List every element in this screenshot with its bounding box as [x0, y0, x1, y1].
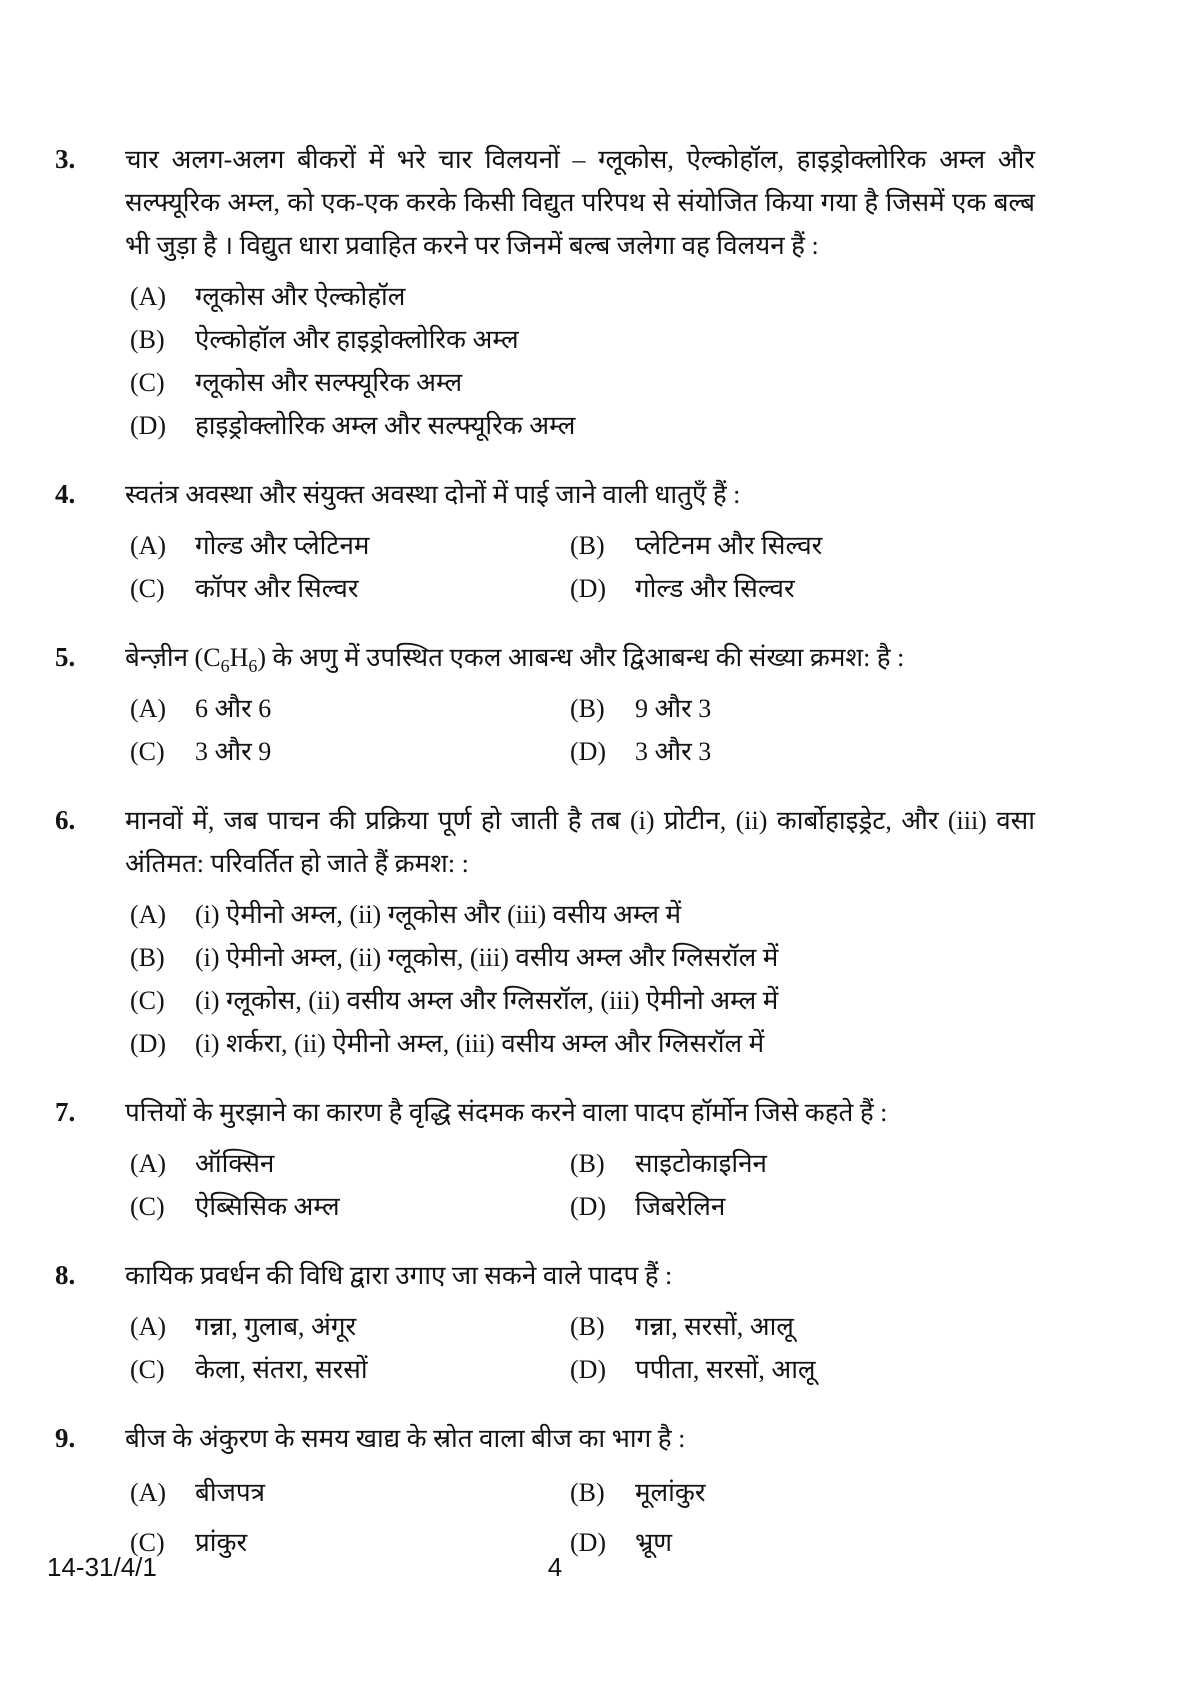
option-label: (A) [130, 1149, 167, 1178]
option-text: 3 और 9 [195, 737, 272, 766]
option-c [130, 1518, 570, 1568]
option-text: प्रांकुर [195, 1528, 248, 1557]
options-list [125, 1305, 1035, 1391]
option-label: (C) [130, 986, 165, 1015]
option-label: (D) [570, 737, 607, 766]
option-text: 6 और 6 [195, 694, 272, 723]
question-3 [55, 138, 1135, 447]
option-d [570, 567, 1035, 610]
question-number: 7. [55, 1097, 76, 1127]
question-number: 3. [55, 144, 76, 174]
option-text: कॉपर और सिल्वर [195, 574, 359, 603]
question-5 [55, 636, 1135, 773]
option-label: (A) [130, 282, 167, 311]
option-label: (C) [130, 368, 165, 397]
option-b [570, 524, 1035, 567]
question-stem: कायिक प्रवर्धन की विधि द्वारा उगाए जा सकने वाले पादप हैं : [125, 1261, 673, 1290]
option-b [570, 1142, 1035, 1185]
option-b [130, 936, 1035, 979]
option-text: मूलांकुर [635, 1478, 706, 1507]
option-c [130, 730, 570, 773]
option-label: (D) [570, 574, 607, 603]
page-number: 4 [547, 1552, 563, 1582]
option-label: (A) [130, 900, 167, 929]
question-number: 5. [55, 642, 76, 672]
option-d [570, 1185, 1035, 1228]
option-label: (D) [570, 1192, 607, 1221]
option-text: साइटोकाइनिन [635, 1149, 767, 1178]
option-text: गन्ना, गुलाब, अंगूर [195, 1312, 357, 1341]
option-text: 3 और 3 [635, 737, 712, 766]
question-number: 4. [55, 479, 76, 509]
chem-subscript: 6 [248, 656, 258, 677]
option-text: ग्लूकोस और ऐल्कोहॉल [195, 282, 406, 311]
option-text: हाइड्रोक्लोरिक अम्ल और सल्फ्यूरिक अम्ल [195, 411, 576, 440]
option-text: (i) ग्लूकोस, (ii) वसीय अम्ल और ग्लिसरॉल, (iii) ऐमीनो अम्ल में [195, 986, 779, 1015]
option-text: (i) शर्करा, (ii) ऐमीनो अम्ल, (iii) वसीय अम्ल और ग्लिसरॉल में [195, 1029, 765, 1058]
option-text: बीजपत्र [195, 1478, 265, 1507]
option-c [130, 1348, 570, 1391]
option-text: गोल्ड और सिल्वर [635, 574, 795, 603]
option-a [130, 275, 1035, 318]
option-label: (B) [570, 1478, 605, 1507]
option-label: (D) [130, 411, 167, 440]
option-label: (C) [130, 1528, 165, 1557]
option-label: (C) [130, 1355, 165, 1384]
question-8 [55, 1254, 1135, 1391]
option-d [130, 1022, 1035, 1065]
options-list [125, 524, 1035, 610]
stem-text: H [229, 643, 249, 672]
question-stem: पत्तियों के मुरझाने का कारण है वृद्धि संदमक करने वाला पादप हॉर्मोन जिसे कहते हैं : [125, 1098, 888, 1127]
option-text: 9 और 3 [635, 694, 712, 723]
option-d [570, 730, 1035, 773]
option-text: ग्लूकोस और सल्फ्यूरिक अम्ल [195, 368, 463, 397]
option-c [130, 979, 1035, 1022]
option-c [130, 1185, 570, 1228]
option-text: (i) ऐमीनो अम्ल, (ii) ग्लूकोस, (iii) वसीय अम्ल और ग्लिसरॉल में [195, 943, 779, 972]
option-a [130, 893, 1035, 936]
option-d [130, 404, 1035, 447]
option-b [570, 1305, 1035, 1348]
option-b [570, 1468, 1035, 1518]
option-text: ऐब्सिसिक अम्ल [195, 1192, 340, 1221]
option-label: (C) [130, 574, 165, 603]
stem-text: ) के अणु में उपस्थित एकल आबन्ध और द्विआबन्ध की संख्या क्रमश: है : [257, 643, 905, 672]
chem-subscript: 6 [220, 656, 230, 677]
option-label: (D) [130, 1029, 167, 1058]
option-b [130, 318, 1035, 361]
option-text: ऐल्कोहॉल और हाइड्रोक्लोरिक अम्ल [195, 325, 519, 354]
option-label: (B) [570, 1149, 605, 1178]
option-text: पपीता, सरसों, आलू [635, 1355, 816, 1384]
question-stem: मानवों में, जब पाचन की प्रक्रिया पूर्ण हो जाती है तब (i) प्रोटीन, (ii) कार्बोहाइड्रेट, और (iii) वसा अंतिमत: परिवर्तित हो जाते हैं क्रमश: : [125, 806, 1035, 878]
option-label: (B) [570, 694, 605, 723]
option-text: गोल्ड और प्लेटिनम [195, 531, 370, 560]
option-text: केला, संतरा, सरसों [195, 1355, 368, 1384]
options-list [125, 1142, 1035, 1228]
options-list [125, 893, 1035, 1065]
question-number: 6. [55, 805, 76, 835]
option-a [130, 1305, 570, 1348]
option-label: (C) [130, 1192, 165, 1221]
stem-text: बेन्ज़ीन (C [125, 643, 221, 672]
question-stem: स्वतंत्र अवस्था और संयुक्त अवस्था दोनों में पाई जाने वाली धातुएँ हैं : [125, 480, 741, 509]
option-a [130, 524, 570, 567]
question-stem: चार अलग-अलग बीकरों में भरे चार विलयनों – ग्लूकोस, ऐल्कोहॉल, हाइड्रोक्लोरिक अम्ल और सल्फ्यूरिक अम्ल, को एक-एक करके किसी विद्युत परिपथ से संयोजित किया गया है जिसमें एक बल्ब भी जुड़ा है । विद्युत धारा प्रवाहित करने पर जिनमें बल्ब जलेगा वह विलयन हैं : [125, 145, 1035, 260]
option-label: (D) [570, 1355, 607, 1384]
question-4 [55, 473, 1135, 610]
options-list [125, 275, 1035, 447]
option-text: गन्ना, सरसों, आलू [635, 1312, 794, 1341]
option-label: (B) [130, 325, 165, 354]
question-7 [55, 1091, 1135, 1228]
option-label: (D) [570, 1528, 607, 1557]
option-label: (C) [130, 737, 165, 766]
option-a [130, 1468, 570, 1518]
option-text: (i) ऐमीनो अम्ल, (ii) ग्लूकोस और (iii) वसीय अम्ल में [195, 900, 682, 929]
option-label: (B) [570, 1312, 605, 1341]
question-number: 9. [55, 1423, 76, 1453]
question-stem [125, 636, 1035, 679]
option-text: भ्रूण [635, 1528, 673, 1557]
paper-code: 14-31/4/1 [47, 1552, 157, 1582]
question-6 [55, 799, 1135, 1065]
option-c [130, 567, 570, 610]
options-list [125, 687, 1035, 773]
option-text: प्लेटिनम और सिल्वर [635, 531, 823, 560]
option-label: (A) [130, 1312, 167, 1341]
option-text: ऑक्सिन [195, 1149, 275, 1178]
question-9 [55, 1417, 1135, 1568]
option-label: (A) [130, 694, 167, 723]
option-a [130, 1142, 570, 1185]
option-d [570, 1518, 1035, 1568]
option-label: (B) [570, 531, 605, 560]
option-d [570, 1348, 1035, 1391]
option-label: (A) [130, 531, 167, 560]
option-a [130, 687, 570, 730]
option-b [570, 687, 1035, 730]
option-text: जिबरेलिन [635, 1192, 726, 1221]
option-label: (B) [130, 943, 165, 972]
option-c [130, 361, 1035, 404]
question-number: 8. [55, 1260, 76, 1290]
option-label: (A) [130, 1478, 167, 1507]
question-stem: बीज के अंकुरण के समय खाद्य के स्रोत वाला बीज का भाग है : [125, 1424, 686, 1453]
